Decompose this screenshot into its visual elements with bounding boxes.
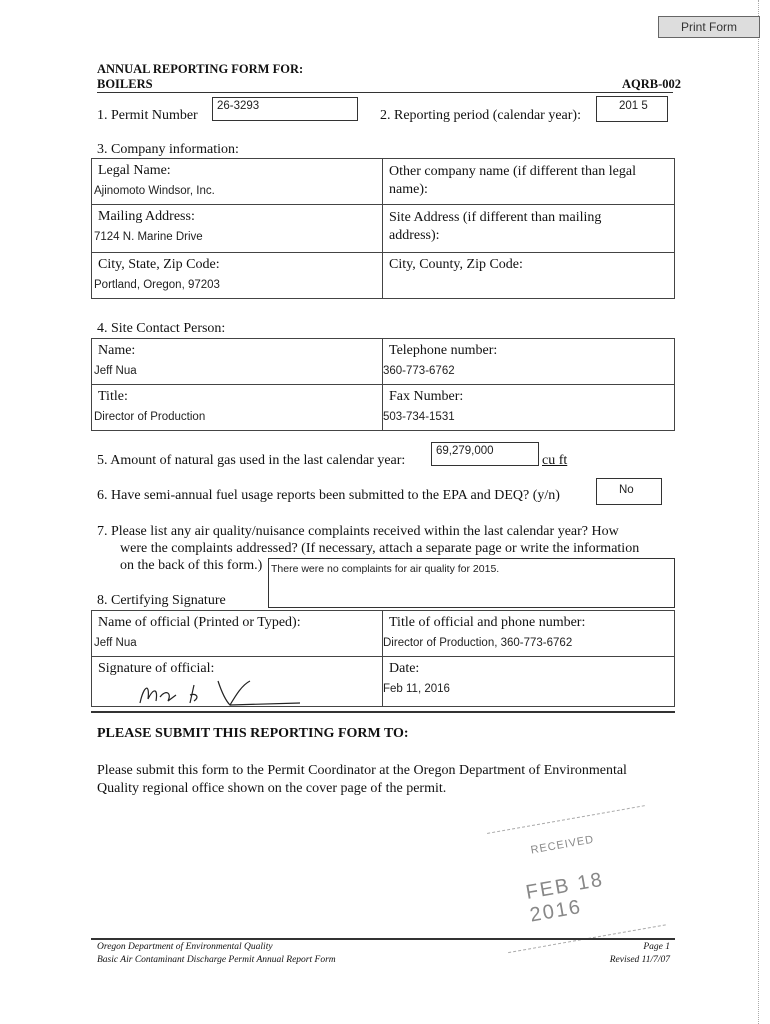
reporting-period-label: 2. Reporting period (calendar year): (380, 108, 581, 123)
reporting-period-field[interactable]: 201 5 (596, 96, 668, 122)
page-edge (758, 0, 765, 1024)
contact-title-field[interactable]: Director of Production (94, 411, 206, 423)
print-form-button[interactable]: Print Form (658, 16, 760, 38)
stamp-date: FEB 18 2016 (524, 868, 606, 927)
fax-field[interactable]: 503-734-1531 (383, 411, 455, 423)
form-code: AQRB-002 (622, 77, 682, 91)
contact-name-label: Name: (98, 343, 136, 358)
header-rule (97, 92, 673, 93)
footer-rule (91, 938, 675, 940)
mailing-address-label: Mailing Address: (98, 209, 195, 224)
certifying-table (91, 610, 675, 707)
official-title-phone-field[interactable]: Director of Production, 360-773-6762 (383, 637, 573, 649)
city-state-zip-field[interactable]: Portland, Oregon, 97203 (94, 279, 220, 291)
fax-label: Fax Number: (389, 389, 464, 404)
official-name-label: Name of official (Printed or Typed): (98, 615, 301, 630)
natural-gas-field[interactable]: 69,279,000 (431, 442, 539, 466)
natural-gas-label: 5. Amount of natural gas used in the last calendar year: (97, 453, 406, 468)
stamp-received-text: RECEIVED (529, 833, 596, 857)
footer-form-name: Basic Air Contaminant Discharge Permit Annual Report Form (97, 955, 336, 965)
site-contact-table (91, 338, 675, 431)
contact-title-label: Title: (98, 389, 128, 404)
complaints-line3: on the back of this form.) (120, 558, 263, 573)
company-info-label: 3. Company information: (97, 142, 239, 157)
footer-page: Page 1 (643, 942, 670, 952)
company-info-table (91, 158, 675, 299)
city-state-zip-label: City, State, Zip Code: (98, 257, 220, 272)
complaints-line2: were the complaints addressed? (If necessary, attach a separate page or write the information (120, 541, 640, 556)
legal-name-field[interactable]: Ajinomoto Windsor, Inc. (94, 185, 215, 197)
date-field[interactable]: Feb 11, 2016 (383, 683, 450, 695)
complaints-field[interactable]: There were no complaints for air quality for 2015. (268, 558, 675, 608)
other-company-name-label: Other company name (if different than legal name): (389, 164, 636, 197)
site-address-label: Site Address (if different than mailing address): (389, 210, 602, 243)
mailing-address-field[interactable]: 7124 N. Marine Drive (94, 231, 203, 243)
permit-number-label: 1. Permit Number (97, 108, 198, 123)
date-label: Date: (389, 661, 420, 676)
official-title-phone-label: Title of official and phone number: (389, 615, 586, 630)
complaints-line1: 7. Please list any air quality/nuisance complaints received within the last calendar year? How (97, 524, 619, 539)
fuel-reports-label: 6. Have semi-annual fuel usage reports been submitted to the EPA and DEQ? (y/n) (97, 488, 560, 503)
signature-label: Signature of official: (98, 661, 215, 676)
footer-agency: Oregon Department of Environmental Quality (97, 942, 273, 952)
submit-heading: PLEASE SUBMIT THIS REPORTING FORM TO: (97, 726, 409, 741)
submit-line1: Please submit this form to the Permit Coordinator at the Oregon Department of Environmental (97, 763, 627, 778)
footer-revised: Revised 11/7/07 (609, 955, 670, 965)
contact-name-field[interactable]: Jeff Nua (94, 365, 137, 377)
site-contact-label: 4. Site Contact Person: (97, 321, 226, 336)
permit-number-field[interactable]: 26-3293 (212, 97, 358, 121)
fuel-reports-field[interactable]: No (596, 478, 662, 505)
telephone-field[interactable]: 360-773-6762 (383, 365, 455, 377)
form-title-line1: ANNUAL REPORTING FORM FOR: (97, 62, 304, 76)
natural-gas-unit: cu ft (542, 453, 568, 468)
form-title-line2: BOILERS (97, 77, 153, 91)
official-name-field[interactable]: Jeff Nua (94, 637, 137, 649)
city-county-zip-label: City, County, Zip Code: (389, 257, 523, 272)
section-rule (91, 711, 675, 713)
legal-name-label: Legal Name: (98, 163, 171, 178)
certifying-signature-label: 8. Certifying Signature (97, 593, 226, 608)
telephone-label: Telephone number: (389, 343, 498, 358)
submit-line2: Quality regional office shown on the cover page of the permit. (97, 781, 447, 796)
handwritten-signature (132, 675, 302, 709)
